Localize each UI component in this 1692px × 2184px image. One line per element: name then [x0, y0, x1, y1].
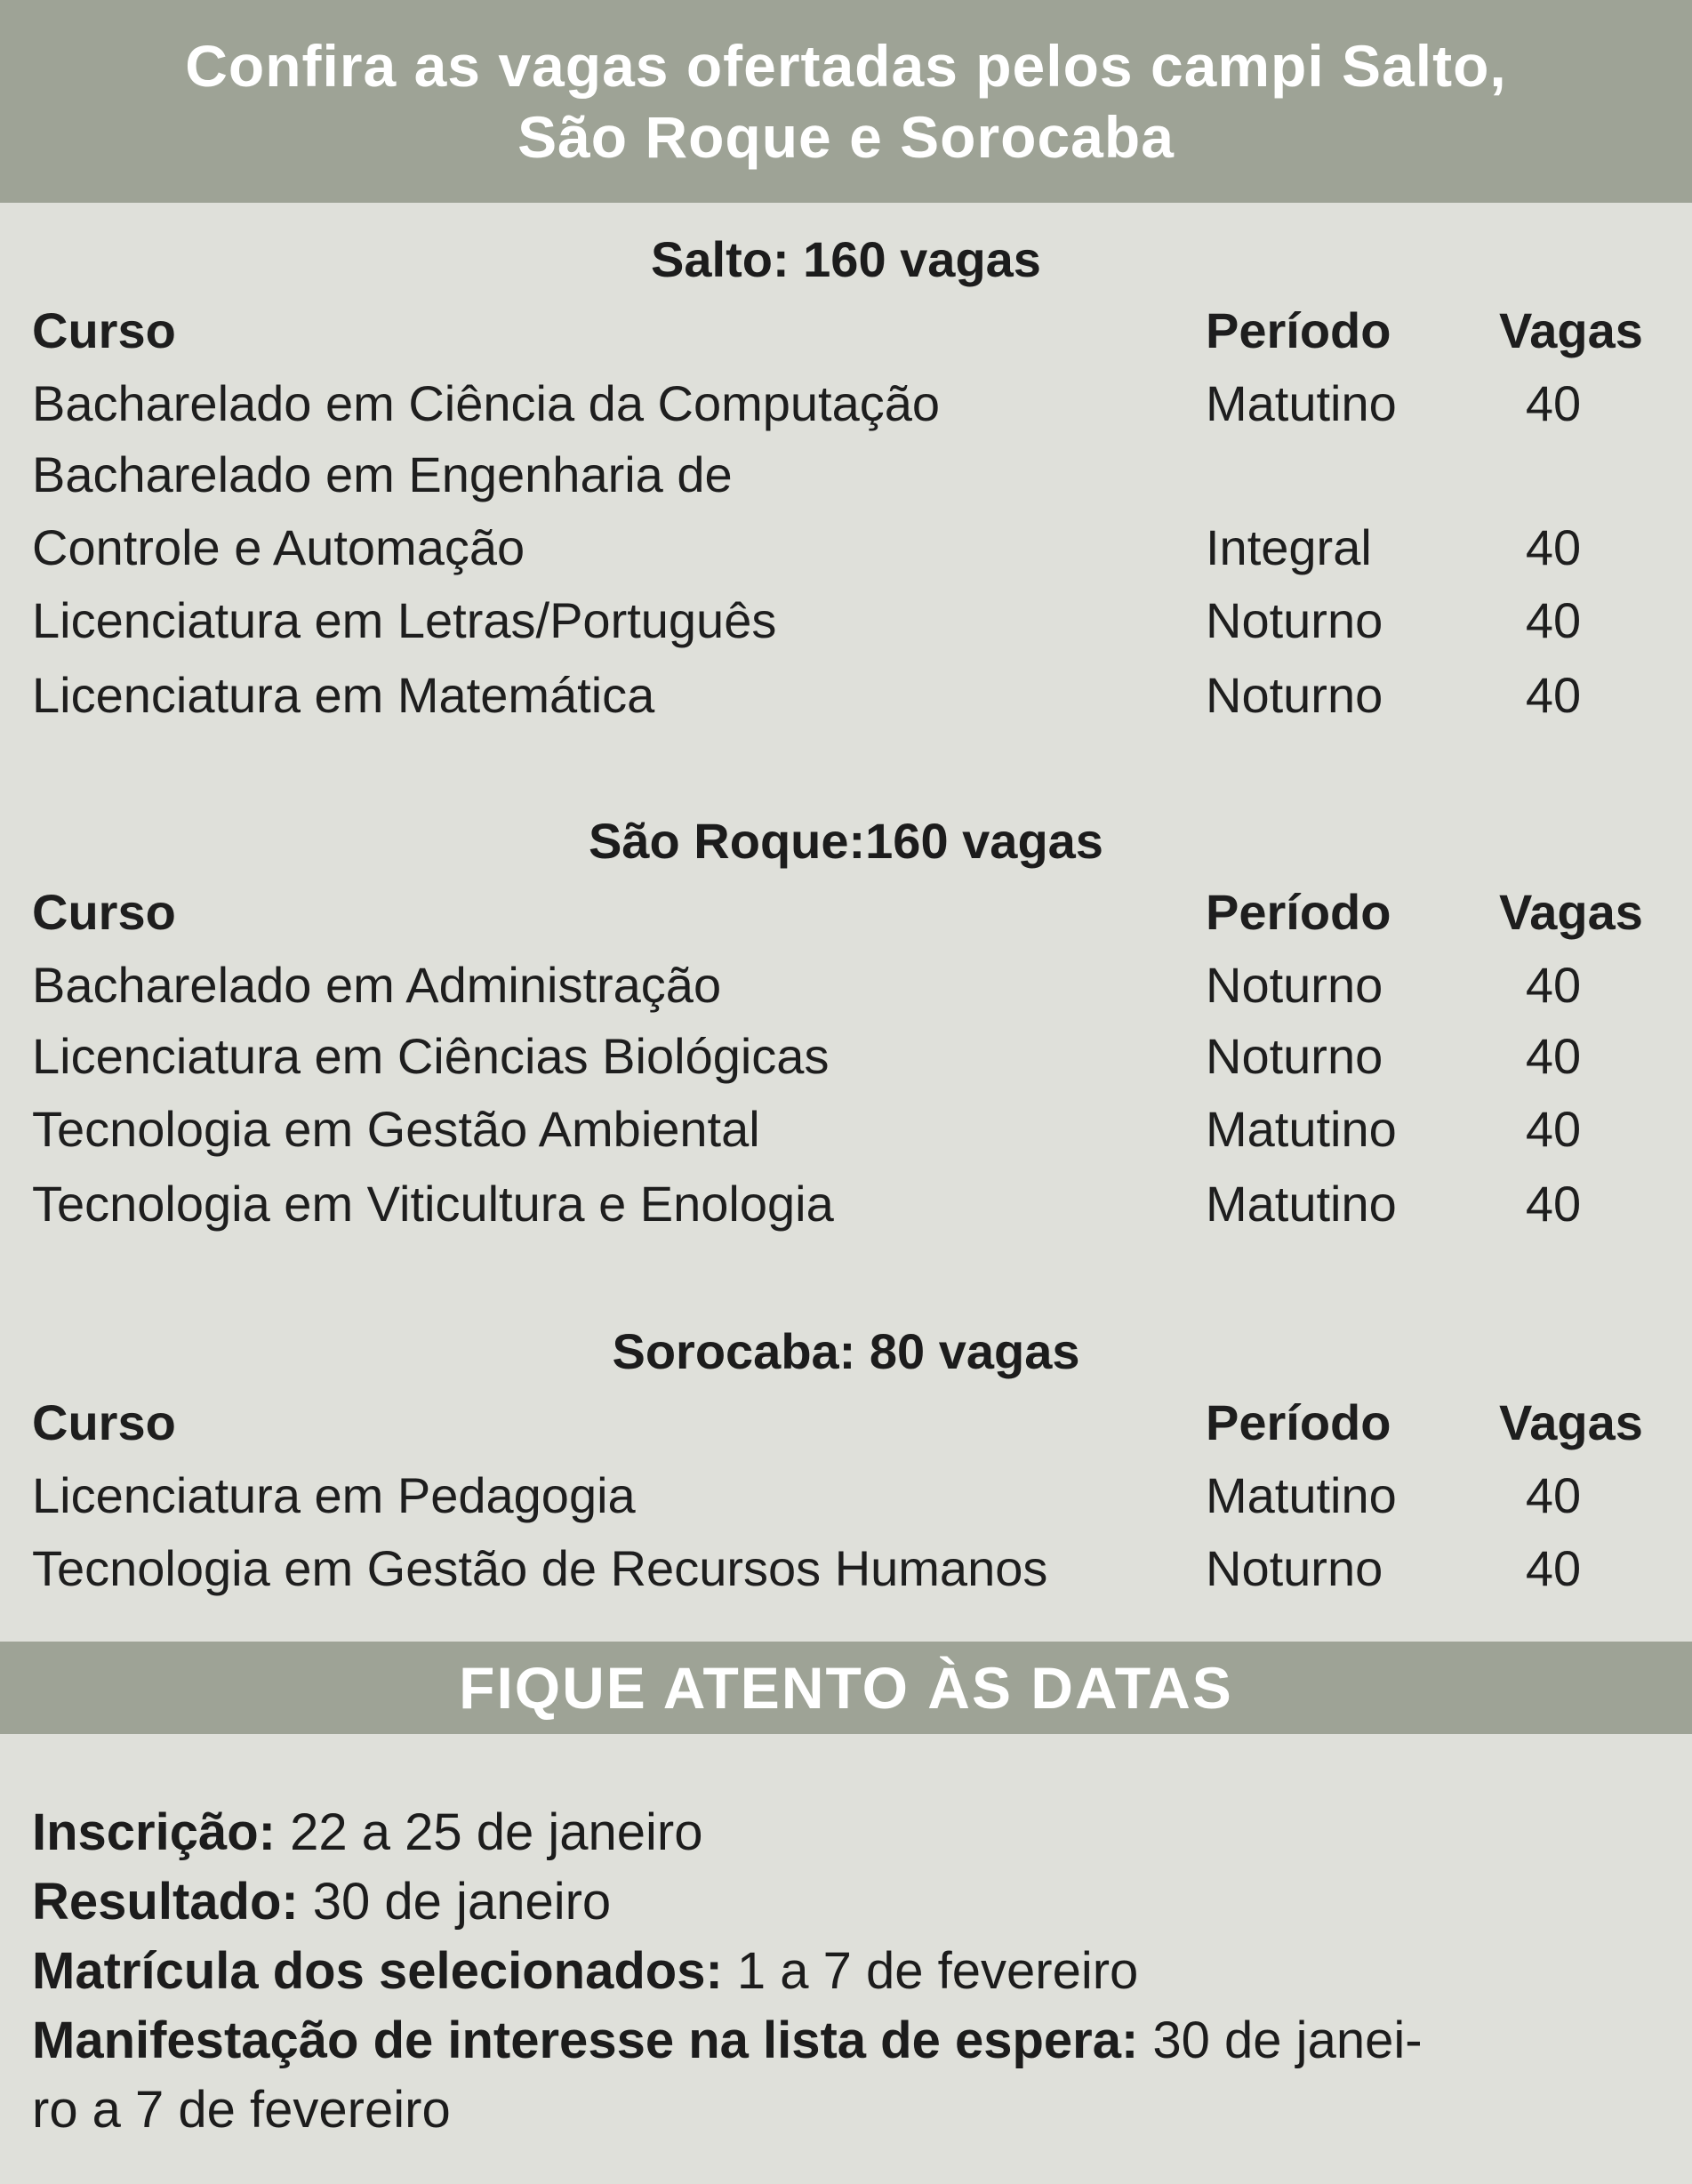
date-label: Manifestação de interesse na lista de espera: — [32, 2011, 1139, 2069]
table-header-salto — [0, 295, 1692, 366]
course-period: Noturno — [1206, 1028, 1383, 1084]
course-name: Licenciatura em Ciências Biológicas — [32, 1028, 830, 1084]
header-periodo: Período — [1206, 884, 1391, 940]
table-row — [0, 950, 1692, 1021]
header-curso: Curso — [32, 884, 176, 940]
course-name: Tecnologia em Viticultura e Enologia — [32, 1176, 834, 1232]
course-seats: 40 — [1525, 592, 1582, 648]
dates-banner: FIQUE ATENTO ÀS DATAS — [0, 1642, 1692, 1734]
course-seats: 40 — [1525, 667, 1582, 723]
header-vagas: Vagas — [1499, 884, 1643, 940]
course-seats: 40 — [1525, 1540, 1582, 1596]
course-name: Licenciatura em Matemática — [32, 667, 655, 723]
campus-title-salto: Salto: 160 vagas — [651, 231, 1041, 287]
course-name: Controle e Automação — [32, 519, 525, 575]
table-row — [0, 368, 1692, 439]
table-row — [0, 585, 1692, 656]
table-row — [0, 439, 1692, 510]
course-seats: 40 — [1525, 375, 1582, 431]
table-row — [0, 1021, 1692, 1092]
header-vagas: Vagas — [1499, 1394, 1643, 1450]
date-value: 22 a 25 de janeiro — [276, 1803, 703, 1861]
date-value: 30 de janeiro — [298, 1873, 612, 1931]
course-period: Matutino — [1206, 1467, 1397, 1523]
course-period: Noturno — [1206, 592, 1383, 648]
course-name: Tecnologia em Gestão de Recursos Humanos — [32, 1540, 1048, 1596]
top-banner — [0, 0, 1692, 203]
course-seats: 40 — [1525, 1028, 1582, 1084]
table-row — [0, 1460, 1692, 1531]
table-row — [0, 1533, 1692, 1604]
banner-line-1: Confira as vagas ofertadas pelos campi Salto, — [185, 33, 1507, 99]
date-item-resultado — [32, 1867, 1668, 1937]
table-row — [0, 1094, 1692, 1165]
dates-list — [32, 1798, 1668, 2145]
date-value: 1 a 7 de fevereiro — [722, 1942, 1139, 2000]
date-label: Inscrição: — [32, 1803, 276, 1861]
table-header-sorocaba — [0, 1387, 1692, 1458]
date-value: ro a 7 de fevereiro — [32, 2081, 451, 2139]
course-name: Licenciatura em Letras/Português — [32, 592, 777, 648]
date-label: Matrícula dos selecionados: — [32, 1942, 723, 2000]
course-period: Noturno — [1206, 957, 1383, 1013]
header-periodo: Período — [1206, 1394, 1391, 1450]
course-period: Noturno — [1206, 1540, 1383, 1596]
banner-line-2: São Roque e Sorocaba — [517, 104, 1175, 170]
course-period: Matutino — [1206, 1176, 1397, 1232]
course-seats: 40 — [1525, 1101, 1582, 1157]
course-period: Noturno — [1206, 667, 1383, 723]
course-name: Bacharelado em Ciência da Computação — [32, 375, 941, 431]
course-seats: 40 — [1525, 519, 1582, 575]
date-value: 30 de janei- — [1138, 2011, 1423, 2069]
date-item-inscricao — [32, 1798, 1668, 1867]
date-item-matricula — [32, 1937, 1668, 2006]
header-curso: Curso — [32, 302, 176, 358]
course-period: Integral — [1206, 519, 1372, 575]
campus-title-sorocaba: Sorocaba: 80 vagas — [612, 1323, 1080, 1379]
course-seats: 40 — [1525, 1467, 1582, 1523]
table-header-sao-roque — [0, 877, 1692, 948]
course-name: Bacharelado em Engenharia de — [32, 446, 733, 502]
header-periodo: Período — [1206, 302, 1391, 358]
header-vagas: Vagas — [1499, 302, 1643, 358]
date-item-lista-espera-cont — [32, 2076, 1668, 2145]
date-item-lista-espera — [32, 2006, 1668, 2076]
course-name: Licenciatura em Pedagogia — [32, 1467, 636, 1523]
campus-title-sao-roque: São Roque:160 vagas — [589, 813, 1103, 869]
table-row — [0, 660, 1692, 731]
header-curso: Curso — [32, 1394, 176, 1450]
date-label: Resultado: — [32, 1873, 299, 1931]
table-row — [0, 1168, 1692, 1240]
course-seats: 40 — [1525, 957, 1582, 1013]
course-period: Matutino — [1206, 1101, 1397, 1157]
course-name: Bacharelado em Administração — [32, 957, 722, 1013]
course-seats: 40 — [1525, 1176, 1582, 1232]
table-row — [0, 512, 1692, 583]
course-period: Matutino — [1206, 375, 1397, 431]
course-name: Tecnologia em Gestão Ambiental — [32, 1101, 760, 1157]
